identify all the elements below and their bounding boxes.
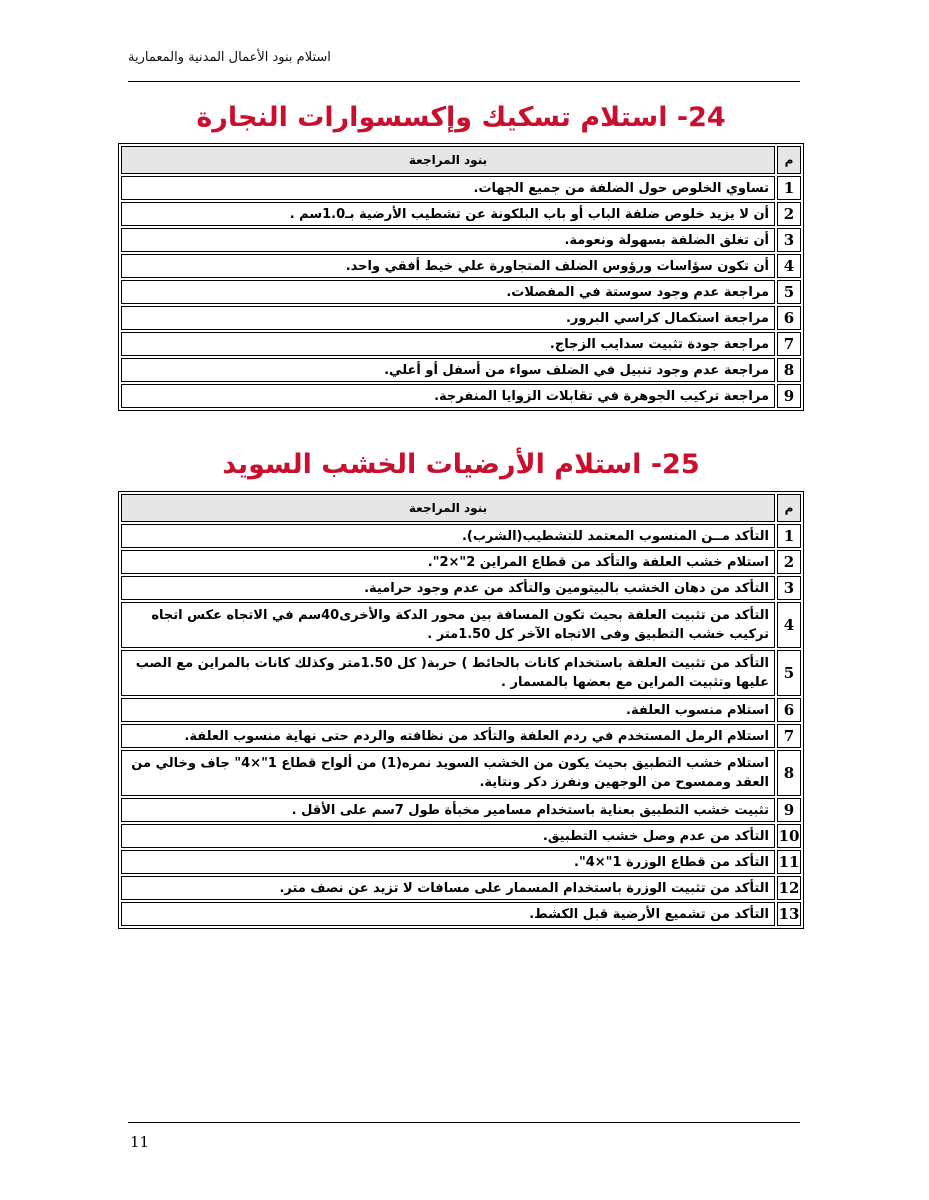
table-row xyxy=(121,332,801,356)
row-text: مراجعة تركيب الجوهرة في تقابلات الزوايا المنفرجة. xyxy=(121,384,775,408)
page-number: 11 xyxy=(130,1133,150,1151)
row-number: 3 xyxy=(777,228,801,252)
row-text: تساوي الخلوص حول الضلفة من جميع الجهات. xyxy=(121,176,775,200)
row-number: 9 xyxy=(777,798,801,822)
table-row xyxy=(121,202,801,226)
table-row xyxy=(121,254,801,278)
table-row xyxy=(121,602,801,648)
row-number: 5 xyxy=(777,650,801,696)
row-text: التأكد من قطاع الوزرة 1"×4". xyxy=(121,850,775,874)
section-25-title: 25- استلام الأرضيات الخشب السويد xyxy=(222,449,700,480)
row-number: 4 xyxy=(777,254,801,278)
table-row xyxy=(121,824,801,848)
section-24-table xyxy=(118,143,804,411)
row-text: استلام الرمل المستخدم في ردم العلفة والتأكد من نظافته والردم حتى نهاية منسوب العلفة. xyxy=(121,724,775,748)
row-text: مراجعة جودة تثبيت سدايب الزجاج. xyxy=(121,332,775,356)
row-text: تثبيت خشب التطبيق بعناية باستخدام مسامير مخبأة طول 7سم على الأقل . xyxy=(121,798,775,822)
section-25-table xyxy=(118,491,804,929)
row-text: استلام خشب التطبيق بحيث يكون من الخشب السويد نمره(1) من ألواح قطاع 1"×4" جاف وخالي من العقد وممسوح من الوجهين ونفرز دكر ونتاية. xyxy=(121,750,775,796)
row-number: 11 xyxy=(777,850,801,874)
column-header-num: م xyxy=(777,146,801,174)
row-text: التأكد من دهان الخشب بالبيتومين والتأكد من عدم وجود حرامية. xyxy=(121,576,775,600)
table-row xyxy=(121,902,801,926)
row-number: 10 xyxy=(777,824,801,848)
column-header-items: بنود المراجعة xyxy=(121,494,775,522)
row-text: التأكد من عدم وصل خشب التطبيق. xyxy=(121,824,775,848)
row-number: 1 xyxy=(777,176,801,200)
row-number: 6 xyxy=(777,698,801,722)
row-number: 4 xyxy=(777,602,801,648)
row-number: 3 xyxy=(777,576,801,600)
row-text: مراجعة عدم وجود سوستة في المفصلات. xyxy=(121,280,775,304)
row-text: التأكد من تثبيت العلفة باستخدام كانات بالحائط ) حربة( كل 1.50متر وكذلك كانات بالمراين مع الصب عليها وتثبيت المراين مع بعضها بالمسمار . xyxy=(121,650,775,696)
table-row xyxy=(121,176,801,200)
row-text: مراجعة عدم وجود تنبيل في الضلف سواء من أسفل أو أعلي. xyxy=(121,358,775,382)
row-number: 9 xyxy=(777,384,801,408)
table-row xyxy=(121,576,801,600)
row-number: 2 xyxy=(777,550,801,574)
footer-rule xyxy=(128,1122,800,1123)
table-row xyxy=(121,280,801,304)
table-row xyxy=(121,850,801,874)
table-row xyxy=(121,798,801,822)
table-row xyxy=(121,306,801,330)
row-text: أن تكون سؤاسات ورؤوس الضلف المتجاورة علي خيط أفقي واحد. xyxy=(121,254,775,278)
row-text: التأكد من تشميع الأرضية قبل الكشط. xyxy=(121,902,775,926)
table-row xyxy=(121,724,801,748)
row-number: 1 xyxy=(777,524,801,548)
row-text: أن تغلق الضلفة بسهولة ونعومة. xyxy=(121,228,775,252)
table-row xyxy=(121,384,801,408)
table-row xyxy=(121,876,801,900)
row-number: 12 xyxy=(777,876,801,900)
row-number: 2 xyxy=(777,202,801,226)
table-row xyxy=(121,550,801,574)
table-header-row xyxy=(121,146,801,174)
section-24-title: 24- استلام تسكيك وإكسسوارات النجارة xyxy=(196,102,726,133)
row-number: 8 xyxy=(777,358,801,382)
row-number: 13 xyxy=(777,902,801,926)
row-text: استلام خشب العلفة والتأكد من قطاع المراين 2"×2". xyxy=(121,550,775,574)
row-number: 7 xyxy=(777,332,801,356)
table-row xyxy=(121,698,801,722)
row-text: مراجعة استكمال كراسي البرور. xyxy=(121,306,775,330)
row-text: التأكد مــن المنسوب المعتمد للتشطيب(الشرب). xyxy=(121,524,775,548)
running-header: استلام بنود الأعمال المدنية والمعمارية xyxy=(128,50,331,65)
row-text: التأكد من تثبيت العلفة بحيث تكون المسافة بين محور الدكة والأخرى40سم في الاتجاه عكس اتجاه تركيب خشب التطبيق وفى الاتجاه الآخر كل 1.50متر . xyxy=(121,602,775,648)
row-number: 5 xyxy=(777,280,801,304)
table-header-row xyxy=(121,494,801,522)
row-text: أن لا يزيد خلوص ضلفة الباب أو باب البلكونة عن تشطيب الأرضية بـ1.0سم . xyxy=(121,202,775,226)
table-row xyxy=(121,650,801,696)
row-text: التأكد من تثبيت الوزرة باستخدام المسمار على مسافات لا تزيد عن نصف متر. xyxy=(121,876,775,900)
table-row xyxy=(121,750,801,796)
column-header-items: بنود المراجعة xyxy=(121,146,775,174)
table-row xyxy=(121,228,801,252)
column-header-num: م xyxy=(777,494,801,522)
row-number: 8 xyxy=(777,750,801,796)
row-number: 7 xyxy=(777,724,801,748)
row-number: 6 xyxy=(777,306,801,330)
table-row xyxy=(121,524,801,548)
table-row xyxy=(121,358,801,382)
row-text: استلام منسوب العلفة. xyxy=(121,698,775,722)
header-rule xyxy=(128,81,800,82)
